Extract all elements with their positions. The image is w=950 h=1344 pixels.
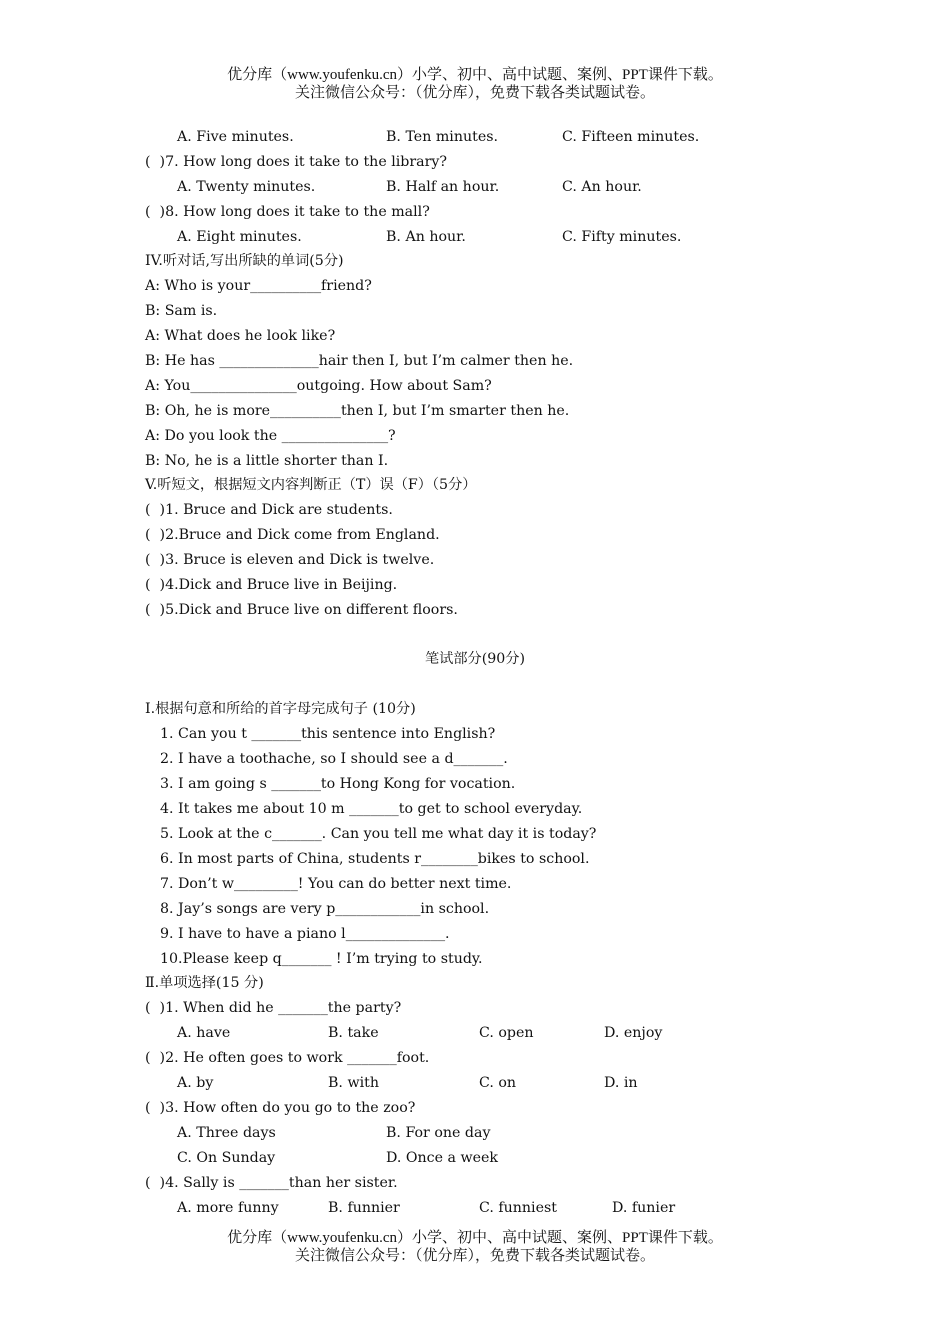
fill-in-item: 3. I am going s _______to Hong Kong for vocation.: [160, 776, 516, 792]
option-b: B. Half an hour.: [386, 179, 500, 195]
dialogue-line: A: Who is your__________friend?: [145, 278, 372, 294]
option-c: C. on: [479, 1075, 517, 1091]
option-a: A. Eight minutes.: [177, 229, 302, 245]
option-b: B. take: [328, 1025, 379, 1041]
fill-in-item: 8. Jay’s songs are very p____________in school.: [160, 901, 490, 917]
section-4-title: IV.听对话,写出所缺的单词(5分): [145, 253, 344, 269]
fill-in-item: 7. Don’t w_________! You can do better next time.: [160, 876, 512, 892]
mc-question-2: ( )2. He often goes to work _______foot.: [145, 1050, 430, 1066]
mc-question-3: ( )3. How often do you go to the zoo?: [145, 1100, 416, 1116]
option-d: D. in: [604, 1075, 638, 1091]
option-b: B. funnier: [328, 1200, 400, 1216]
dialogue-line: B: He has ______________hair then I, but I’m calmer then he.: [145, 353, 574, 369]
option-c: C. An hour.: [562, 179, 642, 195]
option-b: B. Ten minutes.: [386, 129, 499, 145]
fill-in-item: 6. In most parts of China, students r________bikes to school.: [160, 851, 590, 867]
true-false-item: ( )5.Dick and Bruce live on different floors.: [145, 602, 458, 618]
option-c: C. open: [479, 1025, 534, 1041]
option-b: B. For one day: [386, 1125, 491, 1141]
option-a: A. Three days: [177, 1125, 276, 1141]
option-d: D. enjoy: [604, 1025, 663, 1041]
dialogue-line: B: Sam is.: [145, 303, 218, 319]
option-c: C. Fifteen minutes.: [562, 129, 700, 145]
dialogue-line: A: You_______________outgoing. How about Sam?: [145, 378, 492, 394]
option-c: C. On Sunday: [177, 1150, 276, 1166]
dialogue-line: B: No, he is a little shorter than I.: [145, 453, 389, 469]
fill-in-item: 2. I have a toothache, so I should see a d_______.: [160, 751, 508, 767]
dialogue-line: A: What does he look like?: [145, 328, 336, 344]
dialogue-line: B: Oh, he is more__________then I, but I’m smarter then he.: [145, 403, 570, 419]
page-footer: [0, 1229, 950, 1265]
mc-question-4: ( )4. Sally is _______than her sister.: [145, 1175, 398, 1191]
header-line-2: 关注微信公众号：（优分库），免费下载各类试题试卷。: [294, 85, 655, 101]
option-a: A. Five minutes.: [177, 129, 294, 145]
fill-in-item: 4. It takes me about 10 m _______to get to school everyday.: [160, 801, 583, 817]
header-line-1: 优分库（www.youfenku.cn）小学、初中、高中试题、案例、PPT课件下载。: [227, 67, 723, 83]
option-a: A. have: [177, 1025, 231, 1041]
true-false-item: ( )4.Dick and Bruce live in Beijing.: [145, 577, 398, 593]
fill-in-item: 9. I have to have a piano l______________.: [160, 926, 450, 942]
option-a: A. more funny: [177, 1200, 279, 1216]
part-1-title: Ⅰ.根据句意和所给的首字母完成句子 (10分): [145, 701, 416, 717]
option-b: B. with: [328, 1075, 379, 1091]
footer-line-2: 关注微信公众号：（优分库），免费下载各类试题试卷。: [294, 1248, 655, 1264]
true-false-item: ( )2.Bruce and Dick come from England.: [145, 527, 440, 543]
option-c: C. Fifty minutes.: [562, 229, 682, 245]
fill-in-item: 10.Please keep q_______ ! I’m trying to study.: [160, 951, 483, 967]
fill-in-item: 1. Can you t _______this sentence into English?: [160, 726, 496, 742]
option-d: D. funier: [612, 1200, 676, 1216]
option-c: C. funniest: [479, 1200, 557, 1216]
option-d: D. Once a week: [386, 1150, 499, 1166]
footer-line-1: 优分库（www.youfenku.cn）小学、初中、高中试题、案例、PPT课件下载。: [227, 1230, 723, 1246]
section-5-title: V.听短文，根据短文内容判断正（T）误（F）（5分）: [145, 477, 477, 493]
part-2-title: Ⅱ.单项选择(15 分): [145, 975, 264, 991]
option-a: A. Twenty minutes.: [177, 179, 316, 195]
question-7: ( )7. How long does it take to the library?: [145, 154, 448, 170]
option-a: A. by: [177, 1075, 214, 1091]
fill-in-item: 5. Look at the c_______. Can you tell me what day it is today?: [160, 826, 597, 842]
mc-question-1: ( )1. When did he _______the party?: [145, 1000, 402, 1016]
dialogue-line: A: Do you look the _______________?: [145, 428, 396, 444]
option-b: B. An hour.: [386, 229, 466, 245]
true-false-item: ( )1. Bruce and Dick are students.: [145, 502, 393, 518]
page-header: [0, 66, 950, 102]
written-section-title: 笔试部分(90分): [424, 651, 526, 667]
question-8: ( )8. How long does it take to the mall?: [145, 204, 430, 220]
true-false-item: ( )3. Bruce is eleven and Dick is twelve.: [145, 552, 435, 568]
